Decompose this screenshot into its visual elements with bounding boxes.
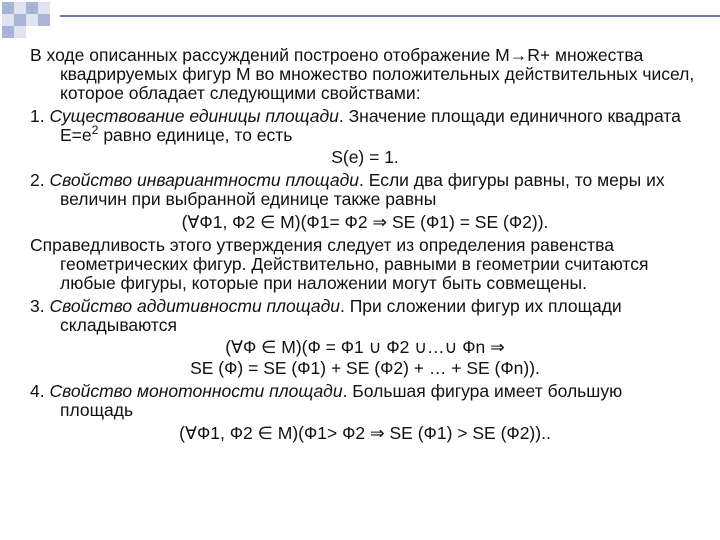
title-decoration: [0, 0, 720, 40]
property-text: . При сложении фигур их площади складываются: [60, 295, 622, 335]
property-2: [30, 171, 700, 209]
property-title: Свойство аддитивности площади: [49, 295, 340, 316]
property-title: Свойство инвариантности площади: [49, 170, 359, 191]
property-number: 1.: [30, 105, 50, 126]
property-text: . Если два фигуры равны, то меры их величин при выбранной единице также равны: [60, 170, 665, 210]
property-number: 4.: [30, 381, 50, 402]
property-text-cont: равно единице, то есть: [98, 124, 293, 145]
formula-additivity-1: (∀Ф ∈ M)(Ф = Ф1 ∪ Ф2 ∪…∪ Фn ⇒: [225, 337, 505, 358]
formula-invariance: (∀Ф1, Ф2 ∈ M)(Ф1= Ф2 ⇒ SE (Ф1) = SE (Ф2)).: [181, 212, 549, 233]
decoration-square: [38, 14, 50, 26]
slide-body: [30, 46, 700, 447]
decoration-square: [14, 14, 26, 26]
property-text: . Большая фигура имеет большую площадь: [60, 381, 623, 421]
property-1: [30, 107, 700, 145]
property-number: 3.: [30, 295, 50, 316]
decoration-square: [26, 14, 38, 26]
superscript: 2: [91, 122, 99, 137]
decoration-square: [2, 26, 14, 38]
decoration-square: [14, 2, 26, 14]
decoration-square: [14, 26, 26, 38]
decoration-line: [60, 15, 720, 17]
property-4: [30, 382, 700, 420]
formula-monotonicity: (∀Ф1, Ф2 ∈ M)(Ф1> Ф2 ⇒ SE (Ф1) > SE (Ф2))..: [179, 423, 551, 444]
property-text: . Значение площади единичного квадрата E=e: [60, 105, 681, 145]
property-title: Существование единицы площади: [49, 105, 339, 126]
decoration-square: [38, 2, 50, 14]
decoration-square: [26, 2, 38, 14]
property-title: Свойство монотонности площади: [49, 381, 343, 402]
decoration-square: [2, 14, 14, 26]
justification-paragraph: Справедливость этого утверждения следует из определения равенства геометрических фигур. Действительно, равными в геометрии считаются любые фигуры, которые при наложении могут быть совмещены.: [30, 235, 649, 293]
formula-unit: S(e) = 1.: [331, 147, 399, 168]
decoration-square: [2, 2, 14, 14]
intro-paragraph: В ходе описанных рассуждений построено отображение M→R+ множества квадрируемых фигур M во множество положительных действительных чисел, которое обладает следующими свойствами:: [30, 45, 695, 103]
formula-additivity-2: SE (Ф) = SE (Ф1) + SE (Ф2) + … + SE (Фn)).: [190, 358, 540, 379]
property-3: [30, 297, 700, 335]
property-number: 2.: [30, 170, 50, 191]
